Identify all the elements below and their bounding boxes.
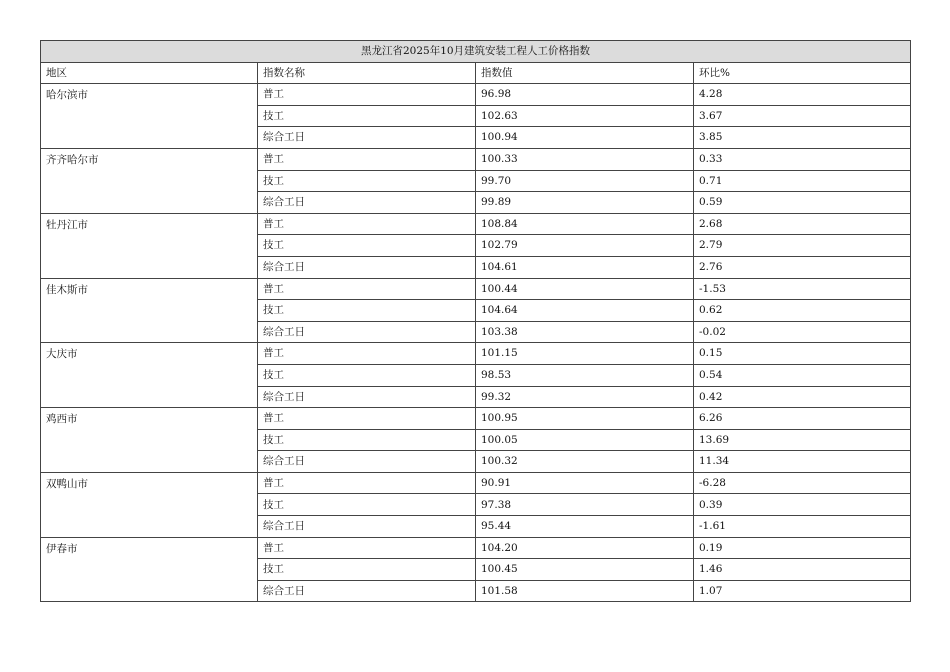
index-value-cell: 90.91	[476, 472, 694, 494]
index-name-cell: 综合工日	[258, 451, 476, 473]
table-row	[41, 343, 911, 365]
index-name-cell: 普工	[258, 84, 476, 106]
index-name-cell: 技工	[258, 300, 476, 322]
index-value-cell: 104.61	[476, 256, 694, 278]
month-change-cell: 0.71	[694, 170, 911, 192]
table-row	[41, 213, 911, 235]
region-cell: 鸡西市	[41, 408, 258, 473]
index-name-cell: 普工	[258, 408, 476, 430]
index-value-cell: 108.84	[476, 213, 694, 235]
index-name-cell: 综合工日	[258, 321, 476, 343]
index-value-cell: 103.38	[476, 321, 694, 343]
month-change-cell: 2.79	[694, 235, 911, 257]
index-name-cell: 技工	[258, 364, 476, 386]
region-cell: 伊春市	[41, 537, 258, 602]
month-change-cell: 11.34	[694, 451, 911, 473]
index-value-cell: 100.95	[476, 408, 694, 430]
index-name-cell: 综合工日	[258, 192, 476, 214]
month-change-cell: 0.42	[694, 386, 911, 408]
month-change-cell: 0.54	[694, 364, 911, 386]
table-row	[41, 84, 911, 106]
index-value-cell: 100.05	[476, 429, 694, 451]
region-cell: 双鸭山市	[41, 472, 258, 537]
index-value-cell: 100.94	[476, 127, 694, 149]
index-value-cell: 100.32	[476, 451, 694, 473]
index-value-cell: 101.58	[476, 580, 694, 602]
index-value-cell: 101.15	[476, 343, 694, 365]
index-value-cell: 97.38	[476, 494, 694, 516]
month-change-cell: 0.59	[694, 192, 911, 214]
month-change-cell: 3.67	[694, 105, 911, 127]
index-name-cell: 普工	[258, 343, 476, 365]
table-row	[41, 408, 911, 430]
table-row	[41, 278, 911, 300]
index-name-cell: 技工	[258, 429, 476, 451]
index-name-cell: 普工	[258, 213, 476, 235]
index-value-cell: 99.70	[476, 170, 694, 192]
region-cell: 牡丹江市	[41, 213, 258, 278]
region-cell: 齐齐哈尔市	[41, 148, 258, 213]
index-name-cell: 普工	[258, 472, 476, 494]
month-change-cell: -0.02	[694, 321, 911, 343]
index-name-cell: 技工	[258, 170, 476, 192]
index-value-cell: 99.32	[476, 386, 694, 408]
month-change-cell: 0.19	[694, 537, 911, 559]
price-index-table	[40, 40, 911, 602]
month-change-cell: 0.39	[694, 494, 911, 516]
index-value-cell: 100.44	[476, 278, 694, 300]
table-body	[41, 84, 911, 602]
month-change-cell: 13.69	[694, 429, 911, 451]
month-change-cell: 1.46	[694, 559, 911, 581]
index-value-cell: 98.53	[476, 364, 694, 386]
month-change-cell: 0.62	[694, 300, 911, 322]
month-change-cell: 0.15	[694, 343, 911, 365]
title-row	[41, 41, 911, 63]
month-change-cell: 6.26	[694, 408, 911, 430]
month-change-cell: 0.33	[694, 148, 911, 170]
index-name-cell: 普工	[258, 537, 476, 559]
column-header-month-change: 环比%	[694, 62, 911, 84]
table-row	[41, 537, 911, 559]
index-name-cell: 综合工日	[258, 256, 476, 278]
region-cell: 佳木斯市	[41, 278, 258, 343]
month-change-cell: -6.28	[694, 472, 911, 494]
index-value-cell: 96.98	[476, 84, 694, 106]
month-change-cell: -1.61	[694, 516, 911, 538]
month-change-cell: 3.85	[694, 127, 911, 149]
column-header-region: 地区	[41, 62, 258, 84]
table-title: 黑龙江省2025年10月建筑安装工程人工价格指数	[41, 41, 911, 63]
month-change-cell: -1.53	[694, 278, 911, 300]
index-value-cell: 100.33	[476, 148, 694, 170]
index-name-cell: 综合工日	[258, 516, 476, 538]
index-name-cell: 综合工日	[258, 580, 476, 602]
index-name-cell: 技工	[258, 494, 476, 516]
month-change-cell: 1.07	[694, 580, 911, 602]
index-name-cell: 综合工日	[258, 127, 476, 149]
index-value-cell: 95.44	[476, 516, 694, 538]
table-row	[41, 472, 911, 494]
index-name-cell: 普工	[258, 278, 476, 300]
index-name-cell: 普工	[258, 148, 476, 170]
index-name-cell: 技工	[258, 235, 476, 257]
index-value-cell: 102.79	[476, 235, 694, 257]
index-name-cell: 技工	[258, 559, 476, 581]
index-value-cell: 102.63	[476, 105, 694, 127]
region-cell: 大庆市	[41, 343, 258, 408]
index-value-cell: 104.64	[476, 300, 694, 322]
column-header-index-value: 指数值	[476, 62, 694, 84]
month-change-cell: 2.68	[694, 213, 911, 235]
index-value-cell: 104.20	[476, 537, 694, 559]
month-change-cell: 2.76	[694, 256, 911, 278]
column-header-index-name: 指数名称	[258, 62, 476, 84]
index-value-cell: 100.45	[476, 559, 694, 581]
region-cell: 哈尔滨市	[41, 84, 258, 149]
header-row	[41, 62, 911, 84]
index-name-cell: 技工	[258, 105, 476, 127]
index-value-cell: 99.89	[476, 192, 694, 214]
table-row	[41, 148, 911, 170]
month-change-cell: 4.28	[694, 84, 911, 106]
index-name-cell: 综合工日	[258, 386, 476, 408]
